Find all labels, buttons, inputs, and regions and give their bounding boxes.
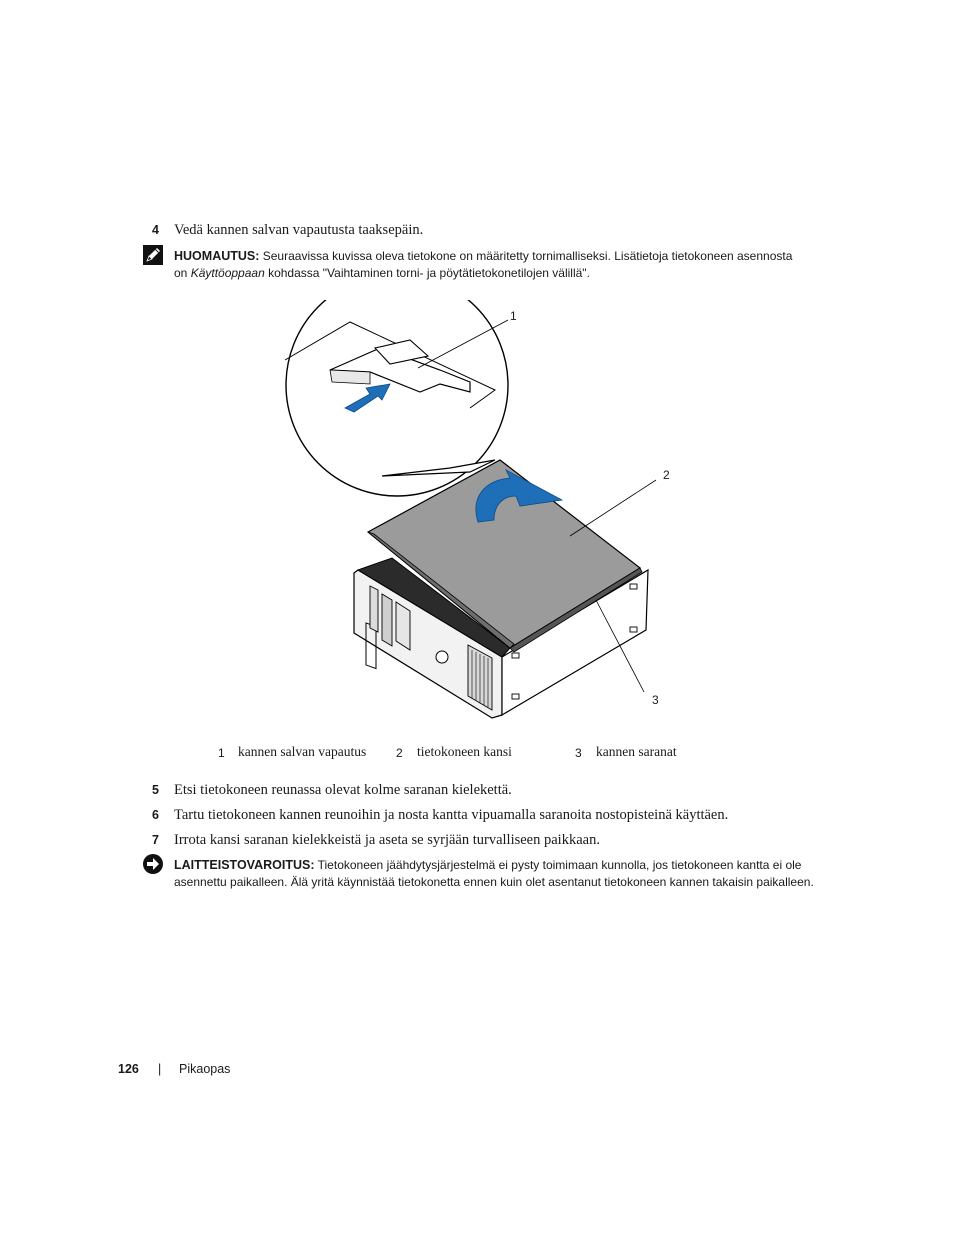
arrow-circle-notice-icon xyxy=(142,853,164,875)
notice-icon-wrap xyxy=(142,853,164,875)
step-number: 4 xyxy=(152,223,159,237)
step-4 xyxy=(152,221,832,239)
callout-3: 3 xyxy=(652,693,659,707)
footer-title: Pikaopas xyxy=(179,1062,231,1076)
step-text: Vedä kannen salvan vapautusta taaksepäin. xyxy=(174,222,424,238)
note-text-1: Seuraavissa kuvissa oleva tietokone on määritetty tornimalliseksi. Lisätietoja tietokoneen asennosta on xyxy=(174,249,793,280)
computer-cover-illustration xyxy=(270,300,690,730)
note-italic: Käyttöoppaan xyxy=(190,266,265,280)
figure xyxy=(270,300,690,730)
notice-label: LAITTEISTOVAROITUS: xyxy=(174,858,315,872)
footer-separator: | xyxy=(158,1062,162,1076)
note-text-2: kohdassa "Vaihtaminen torni- ja pöytätietokonetilojen välillä". xyxy=(264,266,590,280)
step-number: 5 xyxy=(152,783,159,797)
legend-label-3: kannen saranat xyxy=(596,744,677,759)
legend-num-1: 1 xyxy=(218,746,225,760)
notice xyxy=(174,857,814,891)
legend-num-2: 2 xyxy=(396,746,403,760)
step-number: 7 xyxy=(152,833,159,847)
note-icon-wrap xyxy=(142,244,164,266)
step-text: Tartu tietokoneen kannen reunoihin ja nosta kantta vipuamalla saranoita nostopisteinä käyttäen. xyxy=(174,807,729,823)
pencil-note-icon xyxy=(142,244,164,266)
callout-2: 2 xyxy=(663,468,670,482)
page-footer xyxy=(118,1062,418,1080)
step-6 xyxy=(152,806,832,824)
note-label: HUOMAUTUS: xyxy=(174,249,260,263)
legend-label-2: tietokoneen kansi xyxy=(417,744,512,759)
page-number: 126 xyxy=(118,1062,139,1076)
figure-legend xyxy=(218,744,738,764)
notice-text: Tietokoneen jäähdytysjärjestelmä ei pysty toimimaan kunnolla, jos tietokoneen kantta ei ole asennettu paikalleen. Älä yritä käynnistää tietokonetta ennen kuin olet asentanut tietokoneen kannen takaisin paikalleen. xyxy=(174,858,814,889)
note xyxy=(174,248,794,282)
step-text: Etsi tietokoneen reunassa olevat kolme saranan kielekettä. xyxy=(174,782,512,798)
step-number: 6 xyxy=(152,808,159,822)
step-text: Irrota kansi saranan kielekkeistä ja aseta se syrjään turvalliseen paikkaan. xyxy=(174,832,600,848)
step-7 xyxy=(152,831,832,849)
callout-1: 1 xyxy=(510,309,517,323)
legend-num-3: 3 xyxy=(575,746,582,760)
legend-label-1: kannen salvan vapautus xyxy=(238,744,367,759)
step-5 xyxy=(152,781,832,799)
